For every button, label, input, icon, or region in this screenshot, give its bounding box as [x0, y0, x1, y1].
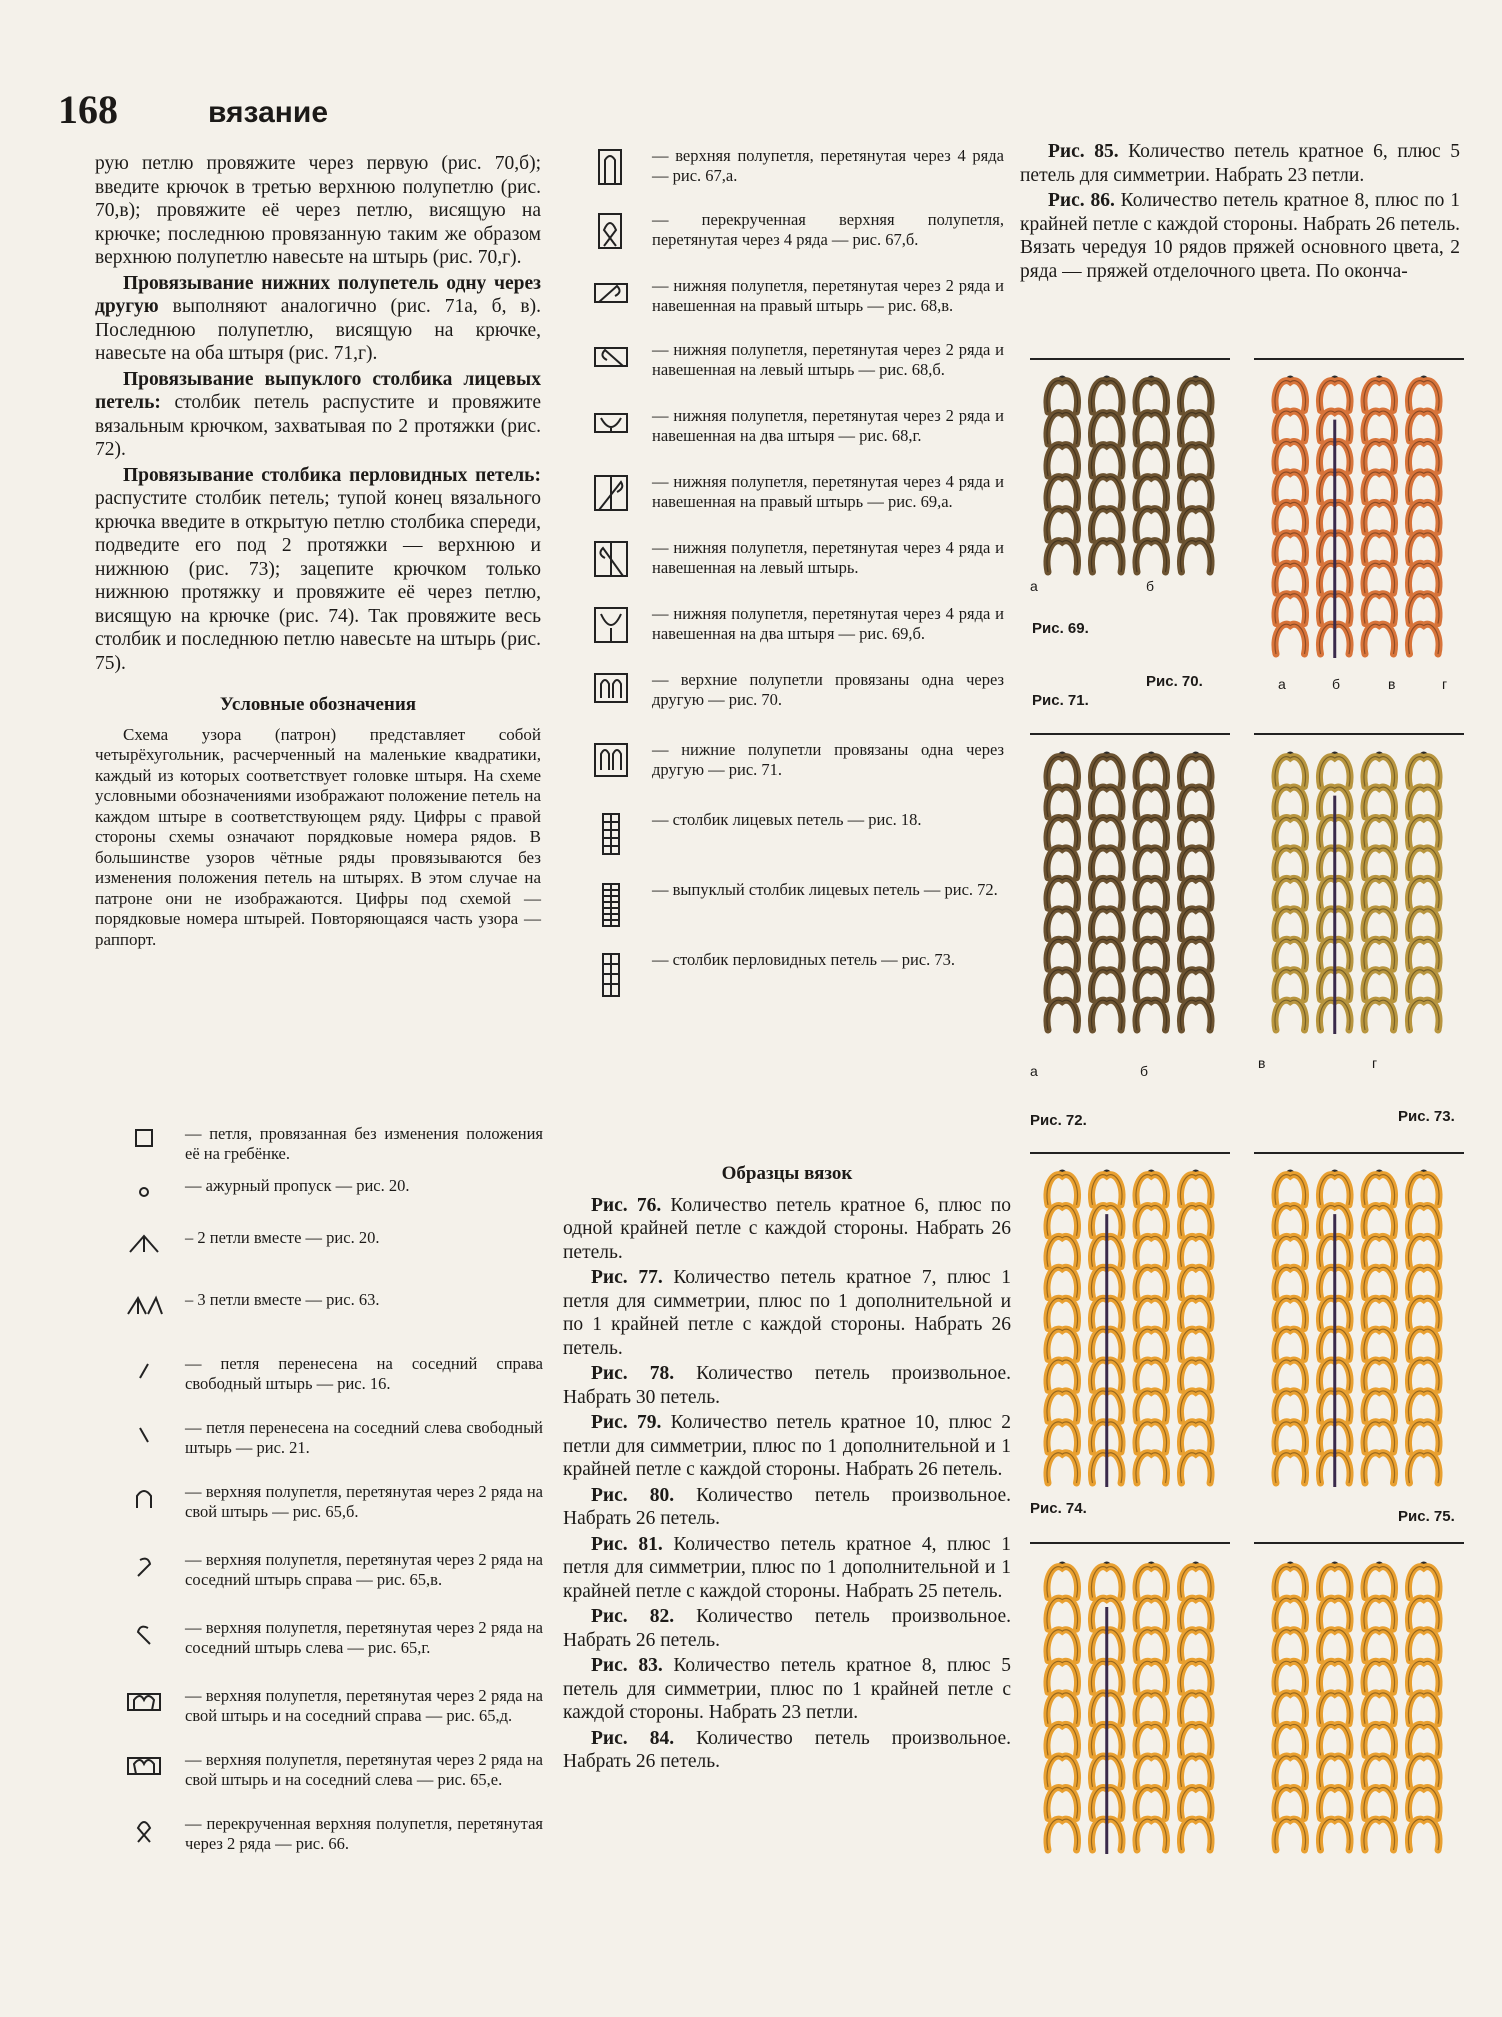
legend-text: — петля перенесена на соседний слева свободный штырь — рис. 21.	[185, 1418, 543, 1457]
legend-item	[105, 1686, 543, 1736]
two-loops-together-icon	[105, 1228, 185, 1278]
divider	[1030, 733, 1230, 735]
sample-item: Рис. 79. Количество петель кратное 10, плюс 2 петли для симметрии, плюс по 1 дополнительной и 1 крайней петле с каждой стороны. Набрать 26 петель.	[563, 1412, 1011, 1480]
legend-item	[572, 810, 1004, 860]
knit-illustration-sample-left	[1022, 1550, 1236, 1860]
paragraph: Провязывание столбика перловидных петель: распустите столбик петель; тупой конец вязального крючка введите в открытую петлю столбика спереди, подведите его под 2 протяжки — верхнюю и нижнюю (рис. 73); зацепите крючком только нижнюю протяжку и провяжите её через петлю, висящую на крючке (рис. 74). Так провяжите весь столбик и последнюю петлю навесьте на штырь (рис. 75).	[95, 464, 541, 674]
knit-illustration-fig73	[1250, 740, 1464, 1040]
arch-box-left-icon	[105, 1750, 185, 1800]
figure-caption: Рис. 71.	[1032, 692, 1089, 709]
sub-label: б	[1332, 676, 1341, 692]
sub-label: г	[1372, 1055, 1378, 1071]
legend-text: — нижняя полупетля, перетянутая через 2 ряда и навешенная на левый штырь — рис. 68,б.	[652, 340, 1004, 379]
arch-left-icon	[105, 1618, 185, 1668]
divider	[1254, 1542, 1464, 1544]
tall-twisted-box-icon	[572, 210, 652, 260]
samples-section	[563, 1162, 1011, 1776]
sub-label: а	[1278, 676, 1286, 692]
legend-text: – 2 петли вместе — рис. 20.	[185, 1228, 380, 1247]
lower-two-tall-icon	[572, 604, 652, 654]
lower-left-box-icon	[572, 340, 652, 390]
legend-item	[105, 1482, 543, 1532]
three-loops-together-icon	[105, 1290, 185, 1340]
sample-item: Рис. 77. Количество петель кратное 7, плюс 1 петля для симметрии, плюс по 1 дополнительной и по 1 крайней петле с каждой стороны. Набрать 26 петель.	[563, 1267, 1011, 1359]
legend-item	[572, 276, 1004, 326]
paragraph: Рис. 85. Количество петель кратное 6, плюс 5 петель для симметрии. Набрать 23 петли.	[1020, 141, 1460, 186]
figure-caption: Рис. 73.	[1398, 1108, 1455, 1125]
tall-arch-box-icon	[572, 146, 652, 196]
legend-item	[572, 472, 1004, 522]
page-number: 168	[58, 87, 118, 132]
twisted-loop-icon	[105, 1814, 185, 1864]
legend-item	[572, 604, 1004, 654]
legend-item	[572, 146, 1004, 196]
sample-item: Рис. 82. Количество петель произвольное. Набрать 26 петель.	[563, 1606, 1011, 1651]
legend-item	[572, 210, 1004, 260]
knit-illustration-sample-right	[1250, 1550, 1464, 1860]
divider	[1030, 1152, 1230, 1154]
paragraph: рую петлю провяжите через первую (рис. 70,б); введите крючок в третью верхнюю полупетлю (рис. 70,в); провяжите её через петлю, висящую на крючке; последнюю провязанную таким же образом верхнюю полупетлю навесьте на штырь (рис. 70,г).	[95, 153, 541, 268]
sub-label: а	[1030, 1063, 1038, 1079]
figure-caption: Рис. 72.	[1030, 1112, 1087, 1129]
legend-text: — верхние полупетли провязаны одна через другую — рис. 70.	[652, 670, 1004, 709]
divider	[1030, 1542, 1230, 1544]
legend-text: — нижние полупетли провязаны одна через другую — рис. 71.	[652, 740, 1004, 779]
legend-item	[105, 1550, 543, 1600]
column-pearl-icon	[572, 950, 652, 1000]
sub-label: б	[1146, 578, 1155, 594]
legend-item	[105, 1124, 543, 1174]
legend-text: — ажурный пропуск — рис. 20.	[185, 1176, 410, 1195]
legend-text: — петля, провязанная без изменения положения её на гребёнке.	[185, 1124, 543, 1163]
divider	[1254, 733, 1464, 735]
circle-eyelet-icon	[105, 1176, 185, 1226]
legend-text: — верхняя полупетля, перетянутая через 2 ряда на свой штырь и на соседний справа — рис. 65,д.	[185, 1686, 543, 1725]
figure-caption: Рис. 74.	[1030, 1500, 1087, 1517]
section-heading: Образцы вязок	[721, 1163, 853, 1184]
slash-left-icon	[105, 1418, 185, 1468]
legend-item	[572, 950, 1004, 1000]
legend-text: — нижняя полупетля, перетянутая через 4 ряда и навешенная на два штыря — рис. 69,б.	[652, 604, 1004, 643]
sample-item: Рис. 83. Количество петель кратное 8, плюс 5 петель для симметрии, плюс по 1 крайней петле с каждой стороны. Набрать 23 петли.	[563, 1655, 1011, 1723]
legend-item	[572, 740, 1004, 790]
arch-right-icon	[105, 1550, 185, 1600]
legend-item	[105, 1618, 543, 1668]
square-loop-icon	[105, 1124, 185, 1174]
knit-illustration-fig74	[1022, 1158, 1236, 1493]
legend-item	[105, 1354, 543, 1404]
column-right	[1020, 140, 1460, 285]
legend-text: — нижняя полупетля, перетянутая через 2 ряда и навешенная на два штыря — рис. 68,г.	[652, 406, 1004, 445]
figure-caption: Рис. 75.	[1398, 1508, 1455, 1525]
legend-text: — верхняя полупетля, перетянутая через 4 ряда — рис. 67,а.	[652, 146, 1004, 185]
legend-item	[105, 1750, 543, 1800]
legend-text: — столбик лицевых петель — рис. 18.	[652, 810, 922, 829]
knit-illustration-fig75	[1250, 1158, 1464, 1493]
sample-item: Рис. 76. Количество петель кратное 6, плюс по одной крайней петле с каждой стороны. Набрать 26 петель.	[563, 1194, 1011, 1263]
legend-item	[105, 1176, 543, 1226]
lower-chain-icon	[572, 740, 652, 790]
sample-item: Рис. 84. Количество петель произвольное. Набрать 26 петель.	[563, 1727, 1011, 1772]
arch-box-right-icon	[105, 1686, 185, 1736]
knit-illustration-fig69	[1022, 364, 1236, 582]
column-knit-icon	[572, 810, 652, 860]
slash-right-icon	[105, 1354, 185, 1404]
paragraph: Рис. 86. Количество петель кратное 8, плюс по 1 крайней петле с каждой стороны. Набрать 26 петель. Вязать чередуя 10 рядов пряжей основного цвета, 2 ряда — пряжей отделочного цвета. По оконча-	[1020, 190, 1460, 282]
lower-right-box-icon	[572, 276, 652, 326]
sample-item: Рис. 78. Количество петель произвольное. Набрать 30 петель.	[563, 1363, 1011, 1408]
legend-item	[572, 880, 1004, 930]
section-heading: Условные обозначения	[219, 694, 417, 715]
figure-caption: Рис. 70.	[1146, 673, 1203, 690]
column-raised-icon	[572, 880, 652, 930]
divider	[1254, 1152, 1464, 1154]
legend-text: — нижняя полупетля, перетянутая через 4 ряда и навешенная на правый штырь — рис. 69,а.	[652, 472, 1004, 511]
paragraph: Схема узора (патрон) представляет собой четырёхугольник, расчерченный на маленькие квадратики, каждый из которых соответствует головке штыря. На схеме условными обозначениями изображают положение петель на каждом штыре в соответствующем ряду. Цифры с правой стороны схемы означают порядковые номера рядов. В большинстве узоров чётные ряды провязываются без изменения положения петель на штырях. В этом случае на патроне они не изображаются. Цифры под схемой — порядковые номера штырей. Повторяющаяся часть узора — раппорт.	[95, 724, 541, 949]
legend-text: — столбик перловидных петель — рис. 73.	[652, 950, 956, 969]
knit-illustration-fig70	[1250, 364, 1464, 664]
sample-item: Рис. 80. Количество петель произвольное. Набрать 26 петель.	[563, 1484, 1011, 1529]
legend-left	[105, 1124, 543, 1872]
legend-middle	[572, 146, 1004, 1010]
legend-item	[572, 670, 1004, 720]
legend-text: — выпуклый столбик лицевых петель — рис. 72.	[652, 880, 998, 899]
divider	[1254, 358, 1464, 360]
legend-text: — верхняя полупетля, перетянутая через 2 ряда на соседний штырь справа — рис. 65,в.	[185, 1550, 543, 1589]
arch-icon	[105, 1482, 185, 1532]
sub-label: в	[1388, 676, 1396, 692]
legend-item	[105, 1228, 543, 1278]
lower-left-tall-icon	[572, 538, 652, 588]
legend-text: — верхняя полупетля, перетянутая через 2 ряда на соседний штырь слева — рис. 65,г.	[185, 1618, 543, 1657]
legend-text: – 3 петли вместе — рис. 63.	[185, 1290, 380, 1309]
legend-text: — нижняя полупетля, перетянутая через 4 ряда и навешенная на левый штырь.	[652, 538, 1004, 577]
legend-item	[572, 340, 1004, 390]
figure-caption: Рис. 69.	[1032, 620, 1089, 637]
legend-text: — перекрученная верхняя полупетля, перетянутая через 2 ряда — рис. 66.	[185, 1814, 543, 1853]
legend-item	[572, 538, 1004, 588]
paragraph: Провязывание выпуклого столбика лицевых петель: столбик петель распустите и провяжите вязальным крючком, захватывая по 2 протяжки (рис. 72).	[95, 368, 541, 460]
legend-text: — перекрученная верхняя полупетля, перетянутая через 4 ряда — рис. 67,б.	[652, 210, 1004, 249]
column-left	[95, 152, 541, 952]
upper-chain-icon	[572, 670, 652, 720]
lower-two-box-icon	[572, 406, 652, 456]
sub-label: а	[1030, 578, 1038, 594]
sub-label: в	[1258, 1055, 1266, 1071]
page-title: вязание	[208, 96, 328, 129]
paragraph: Провязывание нижних полупетель одну через другую выполняют аналогично (рис. 71а, б, в). Последнюю полупетлю, висящую на крючке, навесьте на оба штыря (рис. 71,г).	[95, 272, 541, 364]
legend-text: — верхняя полупетля, перетянутая через 2 ряда на свой штырь — рис. 65,б.	[185, 1482, 543, 1521]
knit-illustration-fig72	[1022, 740, 1236, 1040]
sub-label: б	[1140, 1063, 1149, 1079]
legend-item	[572, 406, 1004, 456]
legend-item	[105, 1814, 543, 1864]
divider	[1030, 358, 1230, 360]
legend-item	[105, 1418, 543, 1468]
legend-item	[105, 1290, 543, 1340]
sample-item: Рис. 81. Количество петель кратное 4, плюс 1 петля для симметрии, плюс по 1 дополнительной и 1 крайней петле с каждой стороны. Набрать 25 петель.	[563, 1533, 1011, 1602]
legend-text: — нижняя полупетля, перетянутая через 2 ряда и навешенная на правый штырь — рис. 68,в.	[652, 276, 1004, 315]
sub-label: г	[1442, 676, 1448, 692]
legend-text: — верхняя полупетля, перетянутая через 2 ряда на свой штырь и на соседний слева — рис. 65,е.	[185, 1750, 543, 1789]
legend-text: — петля перенесена на соседний справа свободный штырь — рис. 16.	[185, 1354, 543, 1393]
lower-right-tall-icon	[572, 472, 652, 522]
